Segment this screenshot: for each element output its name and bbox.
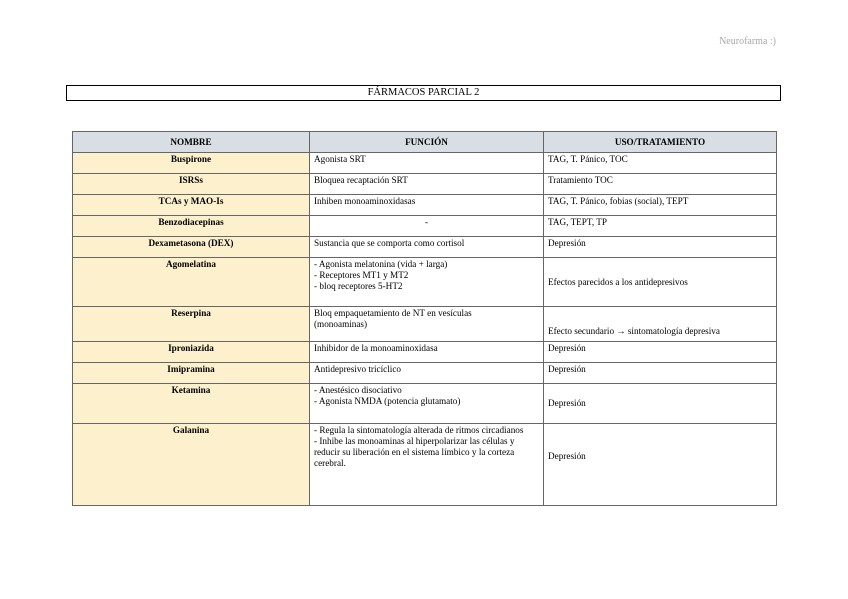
drug-function [310,384,544,424]
drug-use: Depresión [544,342,777,363]
drug-function [310,153,544,174]
table-header-row [73,132,777,153]
function-line: - Inhibe las monoaminas al hiperpolarizar las células y reducir su liberación en el sistema límbico y la corteza cerebral. [314,436,515,468]
drug-use: Depresión [544,424,777,506]
drug-function [310,216,544,237]
drug-name: Iproniazida [73,342,310,363]
header-note: Neurofarma :) [719,36,776,47]
function-line: - bloq receptores 5-HT2 [314,281,403,291]
drug-function [310,195,544,216]
drug-use: Efectos parecidos a los antidepresivos [544,258,777,307]
function-line: - Agonista melatonina (vida + larga) [314,259,448,269]
table-row [73,216,777,237]
drug-function [310,363,544,384]
drug-use: Depresión [544,237,777,258]
drug-use: Efecto secundario → sintomatología depresiva [544,307,777,342]
function-line: - Anestésico disociativo [314,385,402,395]
table-row [73,258,777,307]
function-line: - Agonista NMDA (potencia glutamato) [314,396,461,406]
drug-function [310,258,544,307]
table-row [73,424,777,506]
table-row [73,195,777,216]
table-row [73,342,777,363]
drug-name: Imipramina [73,363,310,384]
header-nombre: NOMBRE [73,132,310,153]
drug-function [310,237,544,258]
table-row [73,153,777,174]
drug-name: TCAs y MAO-Is [73,195,310,216]
table-row [73,363,777,384]
drug-use: TAG, T. Pánico, TOC [544,153,777,174]
drug-use: Depresión [544,384,777,424]
drug-name: Benzodiacepinas [73,216,310,237]
drug-name: Buspirone [73,153,310,174]
drug-use: Tratamiento TOC [544,174,777,195]
table-row [73,174,777,195]
function-line: Inhiben monoaminoxidasas [314,196,416,206]
page-title: FÁRMACOS PARCIAL 2 [66,85,781,101]
header-funcion: FUNCIÓN [310,132,544,153]
drug-use: TAG, TEPT, TP [544,216,777,237]
drug-name: Agomelatina [73,258,310,307]
function-line: Antidepresivo tricíclico [314,364,401,374]
function-line: (monoaminas) [314,319,368,329]
function-line: Bloq empaquetamiento de NT en vesículas [314,308,472,318]
function-line: Inhibidor de la monoaminoxidasa [314,343,438,353]
drug-use: Depresión [544,363,777,384]
drug-function [310,174,544,195]
function-line: - [424,217,429,227]
table-row [73,307,777,342]
drug-function [310,424,544,506]
function-line: - Regula la sintomatología alterada de ritmos circadianos [314,425,524,435]
function-line: Bloquea recaptación SRT [314,175,408,185]
drug-name: ISRSs [73,174,310,195]
function-line: Agonista SRT [314,154,366,164]
function-line: Sustancia que se comporta como cortisol [314,238,465,248]
drug-function [310,307,544,342]
drug-function [310,342,544,363]
drug-name: Ketamina [73,384,310,424]
table-row [73,237,777,258]
drug-use: TAG, T. Pánico, fobias (social), TEPT [544,195,777,216]
table-row [73,384,777,424]
drugs-table [72,131,777,506]
drug-name: Dexametasona (DEX) [73,237,310,258]
drug-name: Reserpina [73,307,310,342]
header-uso: USO/TRATAMIENTO [544,132,777,153]
drug-name: Galanina [73,424,310,506]
function-line: - Receptores MT1 y MT2 [314,270,409,280]
